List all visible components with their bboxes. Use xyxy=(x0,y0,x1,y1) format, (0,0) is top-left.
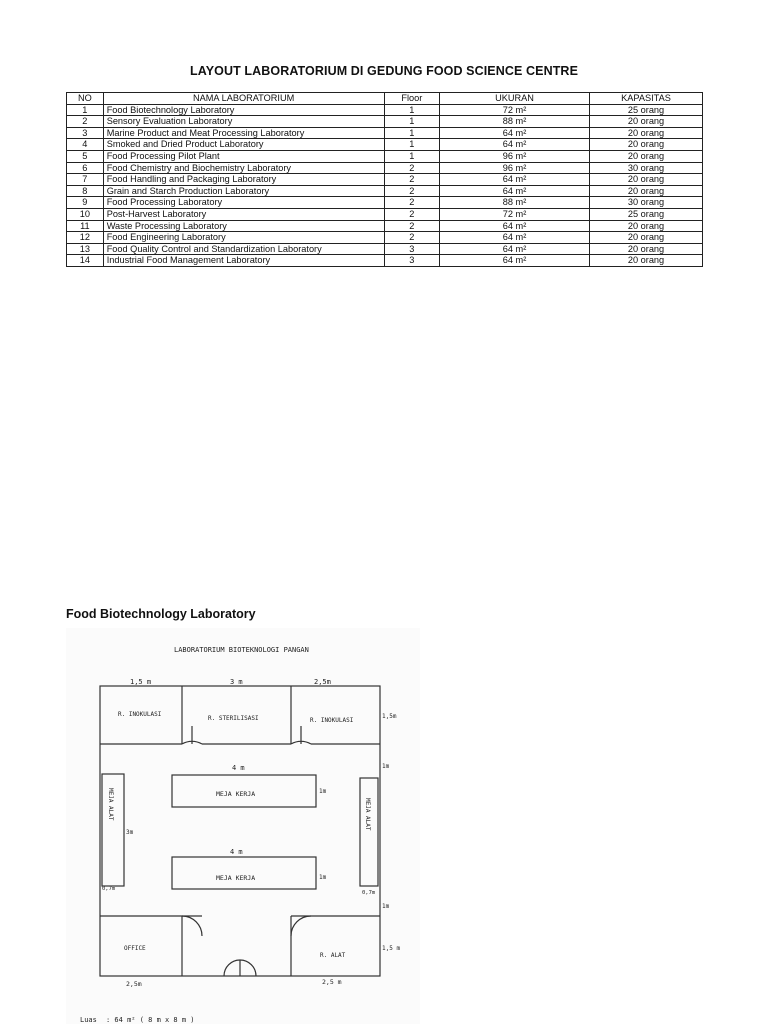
row-lab-name: Food Processing Laboratory xyxy=(103,197,384,209)
label-meja-alat-right: MEJA ALAT xyxy=(364,798,371,831)
door-arc xyxy=(291,916,311,936)
row-no: 11 xyxy=(67,220,104,232)
dim-right-upper: 1m xyxy=(382,763,390,770)
row-size: 88 m² xyxy=(440,197,590,209)
row-size: 88 m² xyxy=(440,116,590,128)
row-lab-name: Food Handling and Packaging Laboratory xyxy=(103,174,384,186)
row-size: 64 m² xyxy=(440,174,590,186)
row-capacity: 20 orang xyxy=(590,220,703,232)
floor-plan-drawing xyxy=(66,628,420,1024)
label-meja-kerja-top: MEJA KERJA xyxy=(216,790,256,798)
row-no: 10 xyxy=(67,208,104,220)
row-capacity: 25 orang xyxy=(590,104,703,116)
table-row xyxy=(67,255,703,267)
row-size: 64 m² xyxy=(440,127,590,139)
header-size: UKURAN xyxy=(440,93,590,105)
row-lab-name: Grain and Starch Production Laboratory xyxy=(103,185,384,197)
table-row xyxy=(67,197,703,209)
table-row xyxy=(67,150,703,162)
label-meja-kerja-bottom: MEJA KERJA xyxy=(216,874,256,882)
row-no: 1 xyxy=(67,104,104,116)
table-row xyxy=(67,116,703,128)
row-capacity: 20 orang xyxy=(590,232,703,244)
table-header-row xyxy=(67,93,703,105)
row-capacity: 20 orang xyxy=(590,174,703,186)
table-row xyxy=(67,127,703,139)
dim-bottom-left: 2,5m xyxy=(126,980,142,988)
row-size: 72 m² xyxy=(440,208,590,220)
row-size: 64 m² xyxy=(440,232,590,244)
row-floor: 1 xyxy=(384,104,439,116)
table-row xyxy=(67,162,703,174)
row-lab-name: Food Engineering Laboratory xyxy=(103,232,384,244)
row-no: 8 xyxy=(67,185,104,197)
dim-bottom-right: 2,5 m xyxy=(322,978,342,986)
row-no: 5 xyxy=(67,150,104,162)
row-capacity: 30 orang xyxy=(590,162,703,174)
floor-plan-svg xyxy=(66,628,420,1024)
row-no: 13 xyxy=(67,243,104,255)
table-row xyxy=(67,174,703,186)
header-capacity: KAPASITAS xyxy=(590,93,703,105)
dim-left-small: 0,7m xyxy=(102,886,116,892)
row-floor: 1 xyxy=(384,150,439,162)
row-size: 64 m² xyxy=(440,185,590,197)
header-floor: Floor xyxy=(384,93,439,105)
row-capacity: 20 orang xyxy=(590,116,703,128)
row-lab-name: Food Chemistry and Biochemistry Laboratory xyxy=(103,162,384,174)
row-size: 64 m² xyxy=(440,243,590,255)
table-row xyxy=(67,208,703,220)
row-size: 64 m² xyxy=(440,139,590,151)
row-no: 2 xyxy=(67,116,104,128)
row-floor: 2 xyxy=(384,162,439,174)
row-lab-name: Food Biotechnology Laboratory xyxy=(103,104,384,116)
dim-top-right: 2,5m xyxy=(314,678,331,686)
document-title: LAYOUT LABORATORIUM DI GEDUNG FOOD SCIENCE CENTRE xyxy=(189,64,579,78)
table-row xyxy=(67,185,703,197)
table-row xyxy=(67,232,703,244)
dim-top-mid: 3 m xyxy=(230,678,243,686)
outer-wall xyxy=(100,686,380,976)
row-capacity: 20 orang xyxy=(590,150,703,162)
plan-heading: LABORATORIUM BIOTEKNOLOGI PANGAN xyxy=(174,646,309,654)
row-floor: 2 xyxy=(384,208,439,220)
row-lab-name: Waste Processing Laboratory xyxy=(103,220,384,232)
table-row xyxy=(67,104,703,116)
row-capacity: 20 orang xyxy=(590,255,703,267)
row-no: 12 xyxy=(67,232,104,244)
row-floor: 2 xyxy=(384,185,439,197)
row-size: 96 m² xyxy=(440,162,590,174)
row-capacity: 20 orang xyxy=(590,185,703,197)
row-size: 96 m² xyxy=(440,150,590,162)
row-no: 3 xyxy=(67,127,104,139)
table-row xyxy=(67,220,703,232)
dim-table-top-width: 4 m xyxy=(232,764,245,772)
room-sterilisasi: R. STERILISASI xyxy=(208,715,259,722)
row-capacity: 20 orang xyxy=(590,139,703,151)
row-lab-name: Food Quality Control and Standardization Laboratory xyxy=(103,243,384,255)
row-capacity: 20 orang xyxy=(590,127,703,139)
row-lab-name: Industrial Food Management Laboratory xyxy=(103,255,384,267)
row-no: 9 xyxy=(67,197,104,209)
laboratory-table xyxy=(66,92,703,267)
row-lab-name: Sensory Evaluation Laboratory xyxy=(103,116,384,128)
row-size: 72 m² xyxy=(440,104,590,116)
row-size: 64 m² xyxy=(440,255,590,267)
row-no: 14 xyxy=(67,255,104,267)
row-no: 7 xyxy=(67,174,104,186)
room-inokulasi-left: R. INOKULASI xyxy=(118,711,162,718)
row-floor: 1 xyxy=(384,116,439,128)
dim-table-bottom-height: 1m xyxy=(319,874,327,881)
row-floor: 2 xyxy=(384,232,439,244)
row-floor: 2 xyxy=(384,197,439,209)
section-title: Food Biotechnology Laboratory xyxy=(66,607,256,621)
row-capacity: 25 orang xyxy=(590,208,703,220)
row-capacity: 20 orang xyxy=(590,243,703,255)
area-value: : 64 m² ( 8 m x 8 m ) xyxy=(106,1016,195,1024)
row-floor: 3 xyxy=(384,243,439,255)
dim-right-lower: 1m xyxy=(382,903,390,910)
dim-left-mid: 3m xyxy=(126,829,134,836)
row-size: 64 m² xyxy=(440,220,590,232)
room-inokulasi-right: R. INOKULASI xyxy=(310,717,354,724)
dim-top-left: 1,5 m xyxy=(130,678,152,686)
row-lab-name: Food Processing Pilot Plant xyxy=(103,150,384,162)
header-name: NAMA LABORATORIUM xyxy=(103,93,384,105)
dim-table-top-height: 1m xyxy=(319,788,327,795)
row-floor: 3 xyxy=(384,255,439,267)
room-alat: R. ALAT xyxy=(320,952,346,959)
dim-right-small: 0,7m xyxy=(362,890,376,896)
header-no: NO xyxy=(67,93,104,105)
row-lab-name: Smoked and Dried Product Laboratory xyxy=(103,139,384,151)
row-floor: 1 xyxy=(384,139,439,151)
row-capacity: 30 orang xyxy=(590,197,703,209)
table-row xyxy=(67,139,703,151)
dim-right-top: 1,5m xyxy=(382,713,397,720)
area-label: Luas xyxy=(80,1016,97,1024)
row-floor: 2 xyxy=(384,174,439,186)
row-no: 6 xyxy=(67,162,104,174)
entrance-door-left xyxy=(224,960,240,976)
tool-table-right xyxy=(360,778,378,886)
door-arc xyxy=(182,916,202,936)
table-row xyxy=(67,243,703,255)
row-floor: 1 xyxy=(384,127,439,139)
dim-table-bottom-width: 4 m xyxy=(230,848,243,856)
row-floor: 2 xyxy=(384,220,439,232)
room-office: OFFICE xyxy=(124,945,146,952)
label-meja-alat-left: MEJA ALAT xyxy=(107,788,114,821)
work-table-bottom xyxy=(172,857,316,889)
row-lab-name: Post-Harvest Laboratory xyxy=(103,208,384,220)
entrance-door-right xyxy=(240,960,256,976)
row-lab-name: Marine Product and Meat Processing Laboratory xyxy=(103,127,384,139)
dim-right-bottom: 1,5 m xyxy=(382,945,401,952)
row-no: 4 xyxy=(67,139,104,151)
